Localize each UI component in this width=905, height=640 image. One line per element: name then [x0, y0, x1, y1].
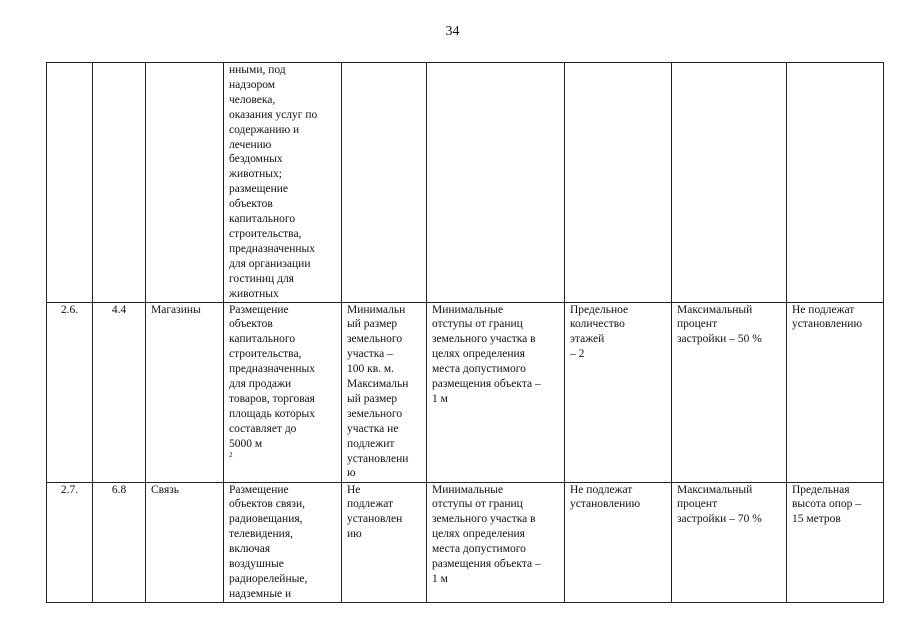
- use-name-cell: Магазины: [146, 302, 224, 482]
- row-number-cell: [47, 63, 93, 303]
- use-code-cell: 4.4: [93, 302, 146, 482]
- plot-size-cell: [342, 302, 427, 482]
- table-row: [47, 482, 884, 602]
- setbacks-cell: [427, 482, 565, 602]
- description-cell: [224, 482, 342, 602]
- coverage-cell: [672, 302, 787, 482]
- plot-size-cell: [342, 63, 427, 303]
- coverage-cell: [672, 482, 787, 602]
- row-number-cell: 2.7.: [47, 482, 93, 602]
- description-text: Размещение объектов капитального строительства, предназначенных для продажи товаров, торговая площадь которых составляет до 5000 м: [229, 303, 316, 450]
- coverage-text: Максимальный процент застройки – 50 %: [677, 303, 762, 346]
- description-cell: [224, 302, 342, 482]
- other-params-cell: [787, 482, 884, 602]
- setbacks-cell: [427, 302, 565, 482]
- plot-size-cell: [342, 482, 427, 602]
- floors-cell: [565, 63, 672, 303]
- floors-text: Предельное количество этажей – 2: [570, 303, 629, 361]
- other-params-text: Не подлежат установлению: [792, 303, 863, 331]
- use-code-cell: 6.8: [93, 482, 146, 602]
- description-text: нными, под надзором человека, оказания услуг по содержанию и лечению бездомных животных; размещение объектов капитального строительства, предназначенных для организации гостиниц для животных: [229, 64, 318, 300]
- setbacks-text: Минимальные отступы от границ земельного участка в целях определения места допустимого размещения объекта – 1 м: [432, 483, 541, 585]
- floors-cell: [565, 302, 672, 482]
- other-params-cell: [787, 302, 884, 482]
- floors-text: Не подлежат установлению: [570, 483, 641, 511]
- plot-size-text: Не подлежат установлен ию: [347, 483, 403, 541]
- table-row: [47, 302, 884, 482]
- use-name-cell: [146, 63, 224, 303]
- coverage-cell: [672, 63, 787, 303]
- table-row: [47, 63, 884, 303]
- description-text: Размещение объектов связи, радиовещания, телевидения, включая воздушные радиорелейные, надземные и: [229, 483, 308, 600]
- other-params-text: Предельная высота опор – 15 метров: [792, 483, 862, 526]
- row-number-cell: 2.6.: [47, 302, 93, 482]
- floors-cell: [565, 482, 672, 602]
- setbacks-text: Минимальные отступы от границ земельного участка в целях определения места допустимого размещения объекта – 1 м: [432, 303, 541, 405]
- coverage-text: Максимальный процент застройки – 70 %: [677, 483, 762, 526]
- use-name-cell: Связь: [146, 482, 224, 602]
- setbacks-cell: [427, 63, 565, 303]
- page-number: 34: [445, 24, 460, 39]
- other-params-cell: [787, 63, 884, 303]
- regulations-table: [46, 62, 884, 603]
- use-code-cell: [93, 63, 146, 303]
- description-cell: [224, 63, 342, 303]
- plot-size-text: Минимальн ый размер земельного участка – 100 кв. м. Максимальн ый размер земельного участка не подлежит установлени ю: [347, 303, 409, 480]
- superscript: 2: [229, 450, 233, 459]
